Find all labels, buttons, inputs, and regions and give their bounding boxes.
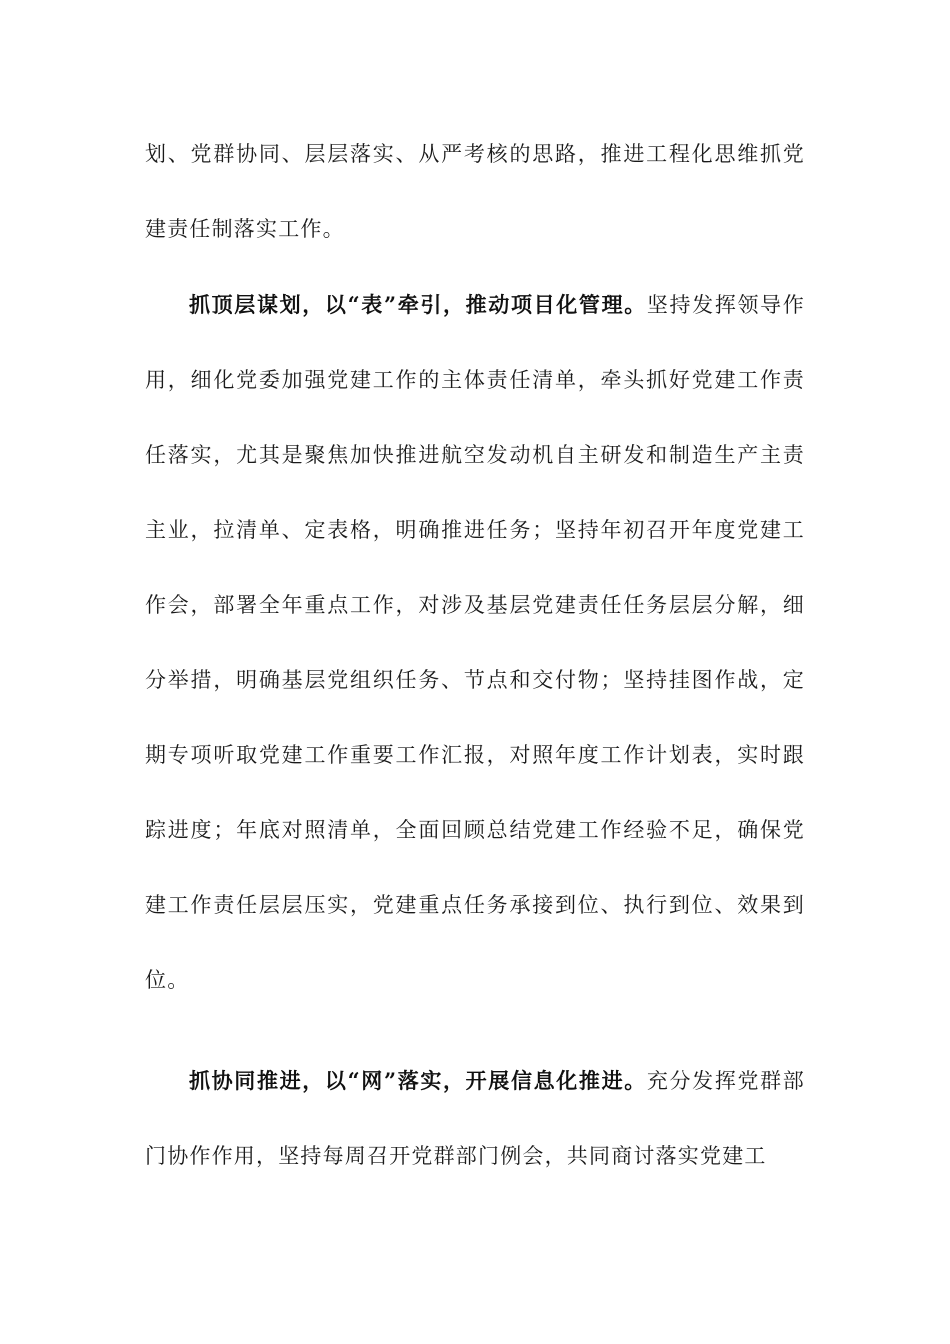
paragraph-body: 充分发挥党群部门协作作用，坚持每周召开党群部门例会，共同商讨落实党建工 — [145, 1069, 805, 1168]
paragraph-top-level-planning — [145, 267, 805, 1018]
paragraph-collaborative-promotion — [145, 1043, 805, 1194]
paragraph-heading: 抓协同推进，以“网”落实，开展信息化推进。 — [189, 1068, 647, 1093]
paragraph-heading: 抓顶层谋划，以“表”牵引，推动项目化管理。 — [189, 292, 647, 317]
paragraph-body: 坚持发挥领导作用，细化党委加强党建工作的主体责任清单，牵头抓好党建工作责任落实，尤其是聚焦加快推进航空发动机自主研发和制造生产主责主业，拉清单、定表格，明确推进任务；坚持年初召开年度党建工作会，部署全年重点工作，对涉及基层党建责任任务层层分解，细分举措，明确基层党组织任务、节点和交付物；坚持挂图作战，定期专项听取党建工作重要工作汇报，对照年度工作计划表，实时跟踪进度；年底对照清单，全面回顾总结党建工作经验不足，确保党建工作责任层层压实，党建重点任务承接到位、执行到位、效果到位。 — [145, 293, 805, 992]
paragraph-continued — [145, 117, 805, 267]
paragraph-body: 划、党群协同、层层落实、从严考核的思路，推进工程化思维抓党建责任制落实工作。 — [145, 142, 805, 241]
